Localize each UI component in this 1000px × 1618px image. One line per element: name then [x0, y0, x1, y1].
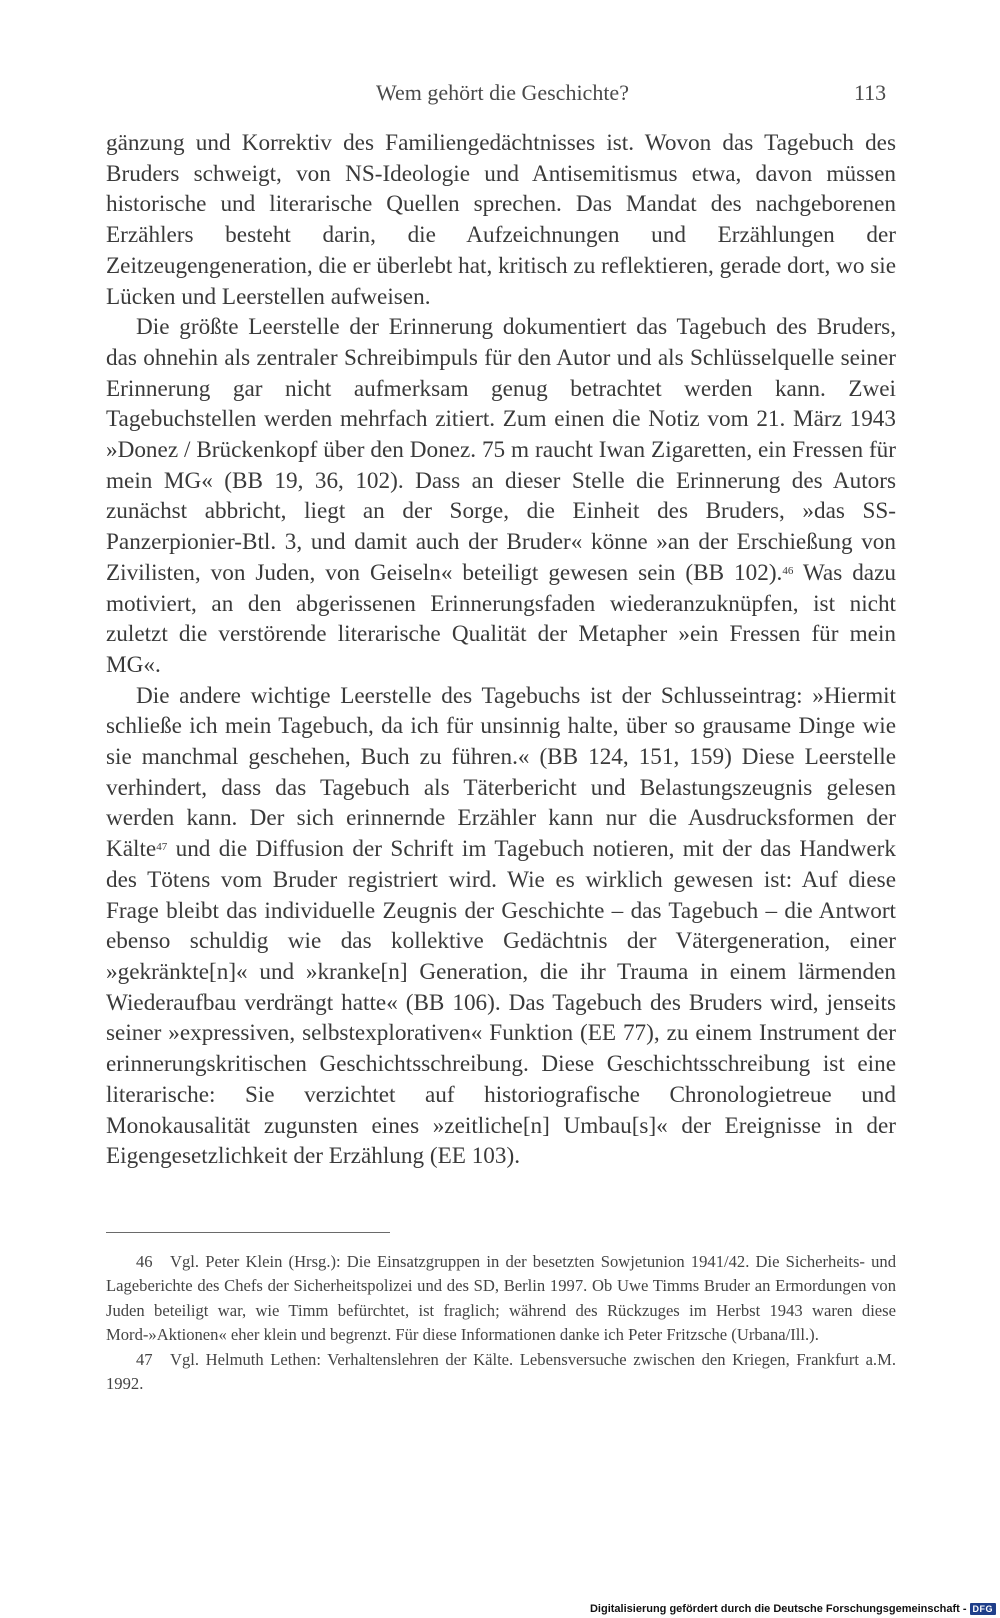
- digitization-footer: [590, 1601, 996, 1617]
- footnote-marker[interactable]: 46: [782, 564, 794, 577]
- body-text: [106, 128, 896, 1172]
- paragraph-text: Die andere wichtige Leerstelle des Tagebuchs ist der Schlusseintrag: »Hiermit schließe ich mein Tagebuch, da ich für unsinnig halte, über so grausame Dinge wie sie manchmal geschehen, Buch zu führen.« (BB 124, 151, 159) Diese Leerstelle verhindert, dass das Tagebuch als Täterbericht und Belastungszeugnis gelesen werden kann. Der sich erinnernde Erzähler kann nur die Ausdrucksformen der Kälte: [106, 682, 896, 863]
- footnote-text: Vgl. Helmuth Lethen: Verhaltenslehren der Kälte. Lebensversuche zwischen den Kriegen, Frankfurt a.M. 1992.: [106, 1349, 896, 1394]
- running-head: [0, 80, 1000, 112]
- footnote-number: 47: [136, 1349, 153, 1369]
- footnote-text: Vgl. Peter Klein (Hrsg.): Die Einsatzgruppen in der besetzten Sowjetunion 1941/42. Die Sicherheits- und Lageberichte des Chefs der Sicherheitspolizei und des SD, Berlin 1997. Ob Uwe Timms Bruder an Ermordungen von Juden beteiligt war, wie Timm befürchtet, ist fraglich; während des Rückzuges im Herbst 1943 waren diese Mord-»Aktionen« eher klein und begrenzt. Für diese Informationen danke ich Peter Fritzsche (Urbana/Ill.).: [106, 1252, 896, 1345]
- dfg-logo: DFG: [970, 1603, 997, 1615]
- paragraph: [106, 312, 896, 680]
- page-number: 113: [854, 80, 887, 105]
- paragraph: [106, 681, 896, 1172]
- paragraph-text: und die Diffusion der Schrift im Tagebuch notieren, mit der das Handwerk des Tötens vom Bruder registriert wird. Wie es wirklich gewesen ist: Auf diese Frage bleibt das individuelle Zeugnis der Geschichte – das Tagebuch – die Antwort ebenso schuldig wie das kollektive Gedächtnis der Vätergeneration, einer »gekränkte[n]« und »kranke[n] Generation, die ihr Trauma in einem lärmenden Wiederaufbau verdrängt hatte« (BB 106). Das Tagebuch des Bruders wird, jenseits seiner »expressiven, selbstexplorativen« Funktion (EE 77), zu einem Instrument der erinnerungskritischen Geschichtsschreibung. Diese Geschichtsschreibung ist eine literarische: Sie verzichtet auf historiografische Chronologietreue und Monokausalität zugunsten eines »zeitliche[n] Umbau[s]« der Ereignisse in der Eigengesetzlichkeit der Erzählung (EE 103).: [106, 836, 896, 1170]
- footnote-number: 46: [136, 1252, 153, 1271]
- running-title: Wem gehört die Geschichte?: [376, 80, 629, 105]
- footnote: [106, 1250, 896, 1348]
- digitization-footer-text: Digitalisierung gefördert durch die Deutsche Forschungsgemeinschaft -: [589, 1603, 967, 1615]
- paragraph: gänzung und Korrektiv des Familiengedächtnisses ist. Wovon das Tagebuch des Bruders schweigt, von NS-Ideologie und Antisemitismus etwa, davon müssen historische und literarische Quellen sprechen. Das Mandat des nachgeborenen Erzählers besteht darin, die Aufzeichnungen und Erzählungen der Zeitzeugengeneration, die er überlebt hat, kritisch zu reflektieren, gerade dort, wo sie Lücken und Leerstellen aufweisen.: [106, 130, 896, 310]
- footnotes: [106, 1250, 896, 1396]
- footnote-rule: [106, 1232, 390, 1233]
- footnote-marker[interactable]: 47: [156, 841, 168, 854]
- paragraph-text: Die größte Leerstelle der Erinnerung dokumentiert das Tagebuch des Bruders, das ohnehin als zentraler Schreibimpuls für den Autor und als Schlüsselquelle seiner Erinnerung gar nicht aufmerksam genug betrachtet werden kann. Zwei Tagebuchstellen werden mehrfach zitiert. Zum einen die Notiz vom 21. März 1943 »Donez / Brückenkopf über den Donez. 75 m raucht Iwan Zigaretten, ein Fressen für mein MG« (BB 19, 36, 102). Dass an dieser Stelle die Erinnerung des Autors zunächst abbricht, liegt an der Sorge, die Einheit des Bruders, »das SS-Panzerpionier-Btl. 3, und damit auch der Bruder« könne »an der Erschießung von Zivilisten, von Juden, von Geiseln« beteiligt gewesen sein (BB 102).: [106, 314, 896, 586]
- paragraph-text: Was dazu motiviert, an den abgerissenen Erinnerungsfaden wiederanzuknüpfen, ist nicht zuletzt die verstörende literarische Qualität der Metapher »ein Fressen für mein MG«.: [106, 559, 896, 678]
- footnote: [106, 1348, 896, 1397]
